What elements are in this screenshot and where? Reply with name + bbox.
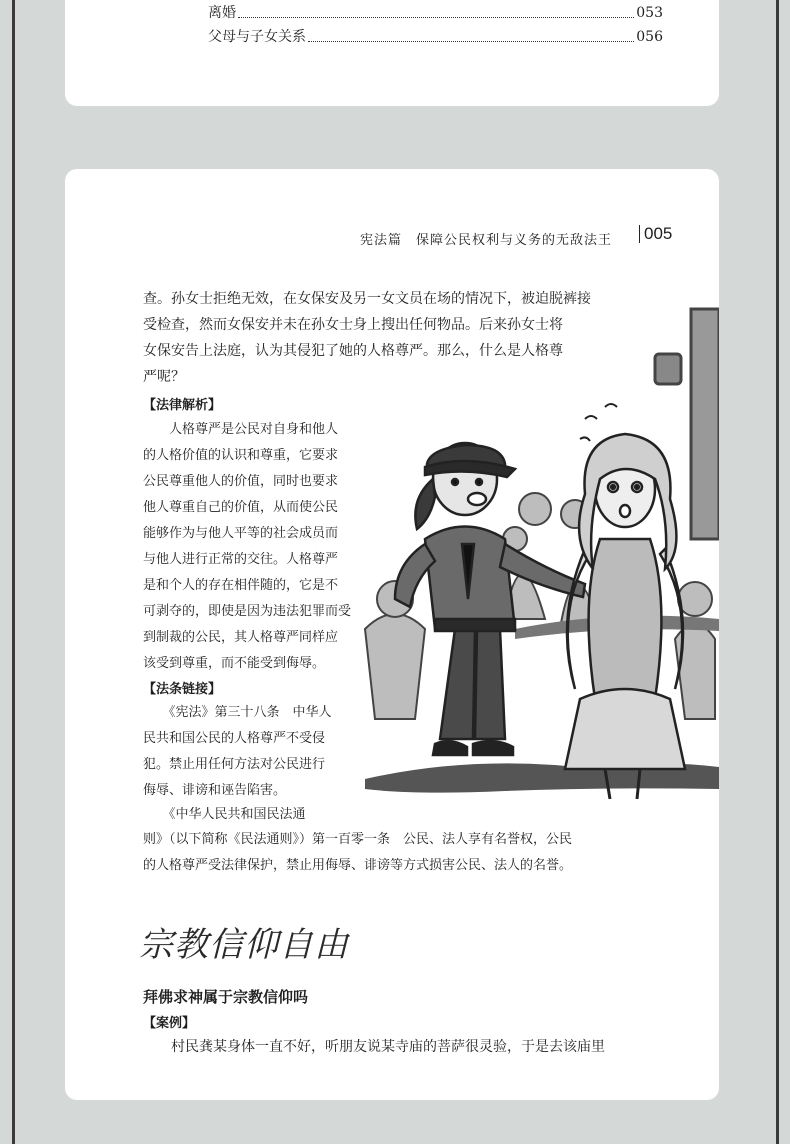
links-text-line: 则》（以下简称《民法通则》）第一百零一条 公民、法人享有名誉权，公民	[143, 832, 573, 847]
analysis-text-line: 人格尊严是公民对自身和他人	[143, 422, 339, 437]
case-heading: 【案例】	[143, 1016, 196, 1031]
body-text-line: 查。孙女士拒绝无效，在女保安及另一女文员在场的情况下，被迫脱裤接	[143, 291, 591, 307]
page-number: 005	[639, 225, 672, 243]
toc-entry[interactable]	[208, 28, 663, 46]
links-heading: 【法条链接】	[143, 682, 222, 697]
page-frame-left	[12, 0, 15, 1144]
cartoon-illustration-icon	[355, 299, 719, 799]
analysis-text-line: 与他人进行正常的交往。人格尊严	[143, 552, 339, 567]
analysis-text-line: 的人格价值的认识和尊重，它要求	[143, 448, 339, 463]
toc-entry-title: 离婚	[208, 5, 236, 21]
question-title: 拜佛求神属于宗教信仰吗	[143, 988, 309, 1006]
analysis-text-line: 到制裁的公民，其人格尊严同样应	[143, 630, 339, 645]
analysis-text-line: 是和个人的存在相伴随的，它是不	[143, 578, 339, 593]
body-text-line: 女保安告上法庭，认为其侵犯了她的人格尊严。那么，什么是人格尊	[143, 343, 563, 359]
page-frame-right	[776, 0, 779, 1144]
links-text-line: 犯。禁止用任何方法对公民进行	[143, 757, 326, 772]
previous-page-card	[65, 0, 719, 106]
analysis-text-line: 他人尊重自己的价值，从而使公民	[143, 500, 339, 515]
analysis-heading: 【法律解析】	[143, 398, 222, 413]
links-text-line: 的人格尊严受法律保护，禁止用侮辱、诽谤等方式损害公民、法人的名誉。	[143, 858, 573, 873]
toc-entry[interactable]	[208, 4, 663, 22]
analysis-text-line: 可剥夺的，即使是因为违法犯罪而受	[143, 604, 352, 619]
toc-leader-dots	[238, 17, 634, 18]
analysis-text-line: 公民尊重他人的价值，同时也要求	[143, 474, 339, 489]
case-text-line: 村民龚某身体一直不好，听朋友说某寺庙的菩萨很灵验，于是去该庙里	[143, 1039, 605, 1055]
book-page-card	[65, 169, 719, 1100]
links-text-line: 《宪法》第三十八条 中华人	[143, 705, 332, 720]
body-text-line: 受检查，然而女保安并未在孙女士身上搜出任何物品。后来孙女士将	[143, 317, 563, 333]
toc-entry-page: 053	[636, 5, 663, 21]
running-head: 宪法篇 保障公民权利与义务的无敌法王	[360, 233, 613, 248]
analysis-text-line: 该受到尊重，而不能受到侮辱。	[143, 656, 326, 671]
section-title: 宗教信仰自由	[139, 925, 349, 965]
analysis-text-line: 能够作为与他人平等的社会成员而	[143, 526, 339, 541]
toc-entry-title: 父母与子女关系	[208, 29, 306, 45]
toc-entry-page: 056	[636, 29, 663, 45]
links-text-line: 《中华人民共和国民法通	[143, 807, 306, 822]
links-text-line: 侮辱、诽谤和诬告陷害。	[143, 783, 287, 798]
toc-leader-dots	[308, 41, 634, 42]
body-text-line: 严呢？	[143, 369, 185, 385]
links-text-line: 民共和国公民的人格尊严不受侵	[143, 731, 326, 746]
